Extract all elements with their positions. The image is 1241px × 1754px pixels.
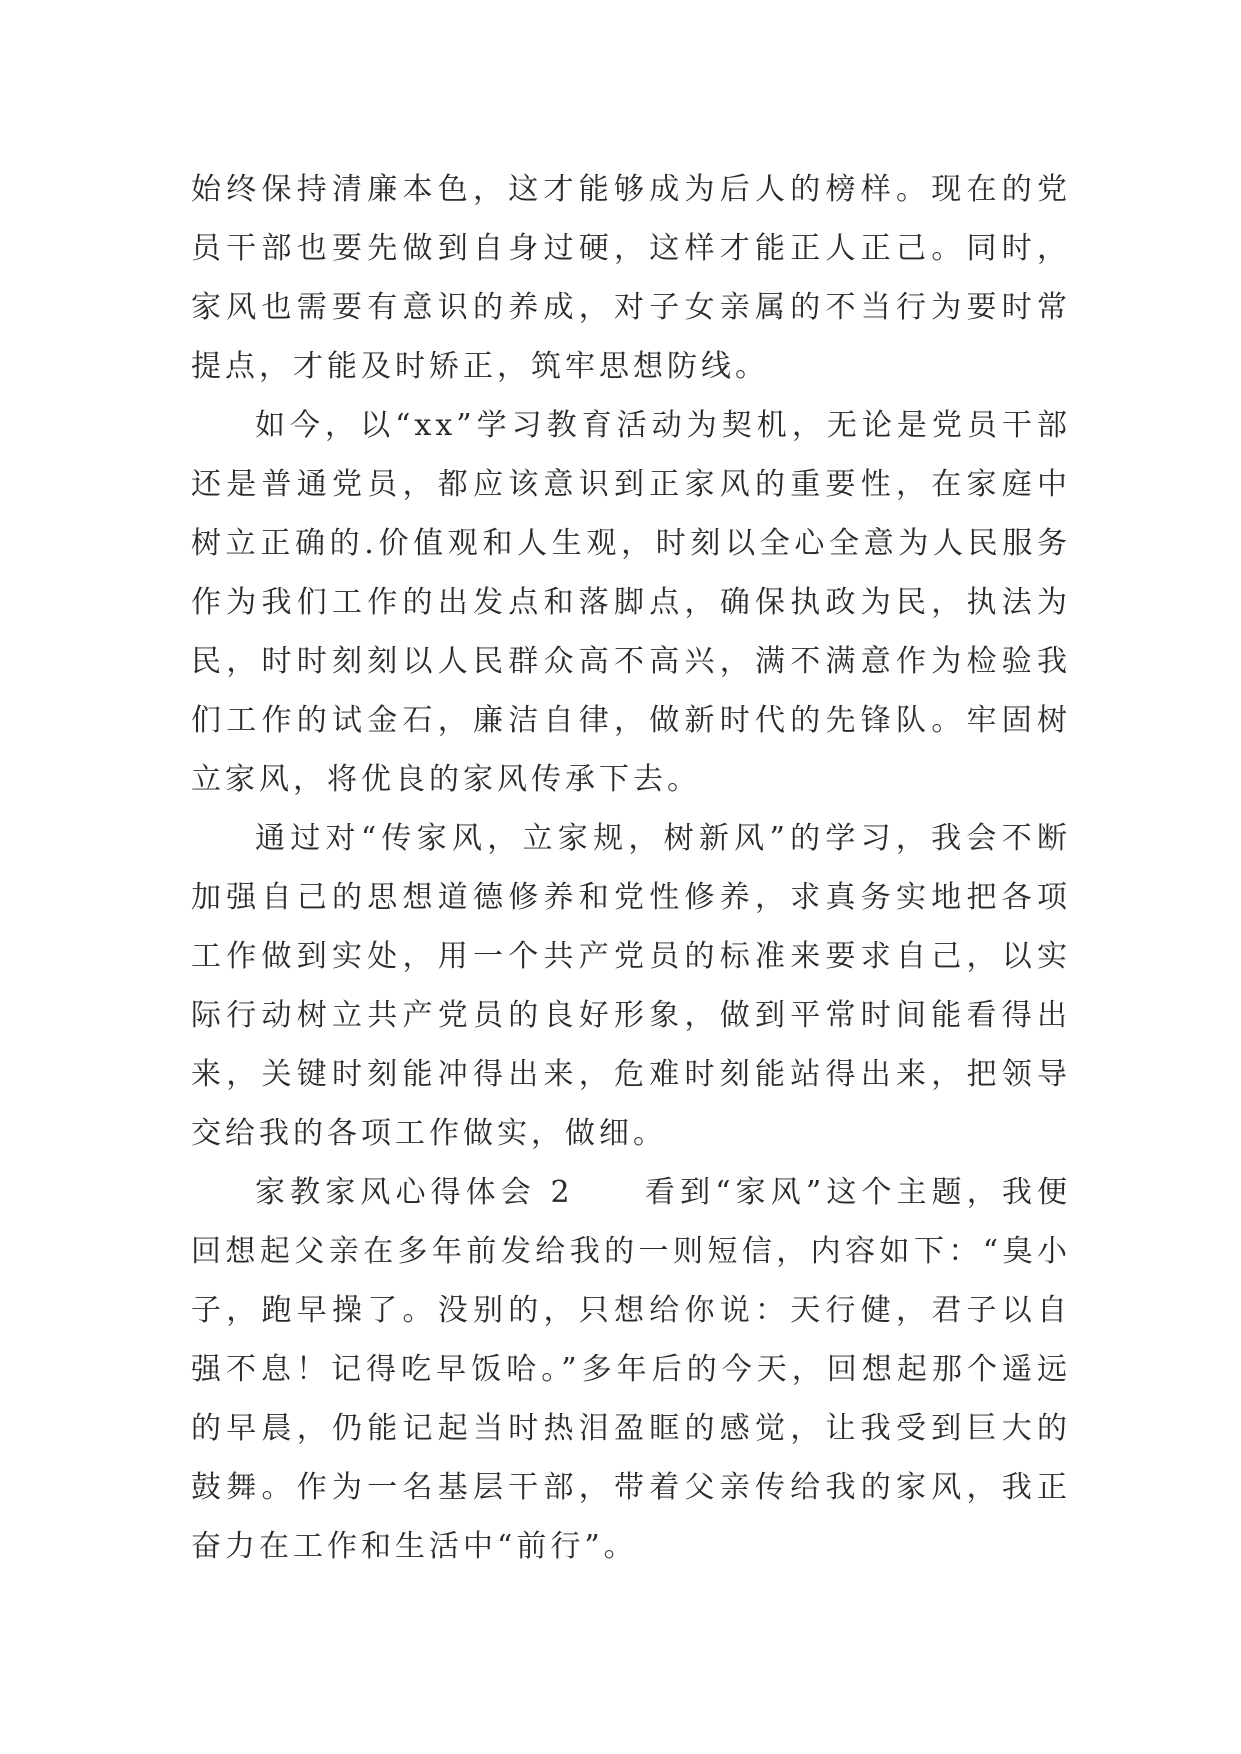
paragraph-1: 始终保持清廉本色，这才能够成为后人的榜样。现在的党员干部也要先做到自身过硬，这样才能正人正己。同时，家风也需要有意识的养成，对子女亲属的不当行为要时常提点，才能及时矫正，筑牢思想防线。 bbox=[191, 172, 1071, 384]
document-body bbox=[191, 160, 1071, 1576]
paragraph-4: 家教家风心得体会 2 看到“家风”这个主题，我便回想起父亲在多年前发给我的一则短信，内容如下：“臭小子，跑早操了。没别的，只想给你说：天行健，君子以自强不息！记得吃早饭哈。”多年后的今天，回想起那个遥远的早晨，仍能记起当时热泪盈眶的感觉，让我受到巨大的鼓舞。作为一名基层干部，带着父亲传给我的家风，我正奋力在工作和生活中“前行”。 bbox=[191, 1175, 1071, 1564]
paragraph-3: 通过对“传家风，立家规，树新风”的学习，我会不断加强自己的思想道德修养和党性修养，求真务实地把各项工作做到实处，用一个共产党员的标准来要求自己，以实际行动树立共产党员的良好形象，做到平常时间能看得出来，关键时刻能冲得出来，危难时刻能站得出来，把领导交给我的各项工作做实，做细。 bbox=[191, 821, 1071, 1151]
paragraph-2: 如今，以“xx”学习教育活动为契机，无论是党员干部还是普通党员，都应该意识到正家风的重要性，在家庭中树立正确的.价值观和人生观，时刻以全心全意为人民服务作为我们工作的出发点和落脚点，确保执政为民，执法为民，时时刻刻以人民群众高不高兴，满不满意作为检验我们工作的试金石，廉洁自律，做新时代的先锋队。牢固树立家风，将优良的家风传承下去。 bbox=[191, 408, 1071, 797]
